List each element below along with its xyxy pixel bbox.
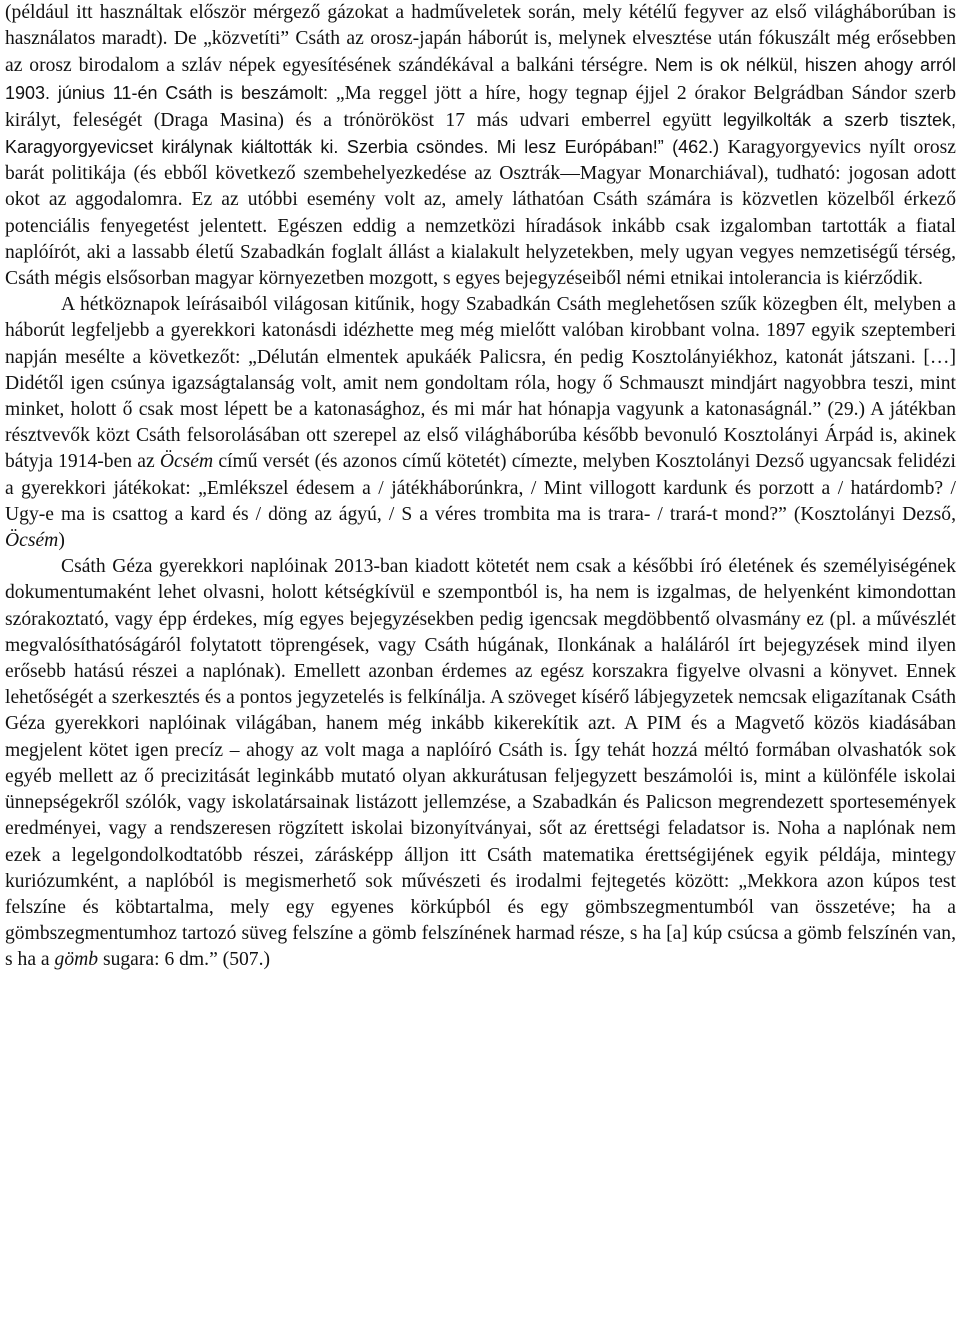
paragraph-text: A hétköznapok leírásaiból világosan kitűnik, hogy Szabadkán Csáth meglehetősen szűk közegben élt, melyben a háborút legfeljebb a gyerekkori katonásdi idézhette meg még mielőtt valóban kirobbant volna. 1897 egyik szeptemberi napján mesélte a következőt: „Délután elmentek apukáék Palicsra, én pedig Kosztolányiékhoz, katonát játszani. […] Didétől igen csúnya igazságtalanság volt, amit nem gondoltam róla, hogy ő Schmauszt mindjárt nagyobbra teszi, mint minket, holott ő csak most lépett be a katonasághoz, és mi már hat hónapja vagyunk a katonaságnál.” (29.) A játékban résztvevők közt Csáth felsorolásában ott szerepel az első világháborúba később bevonuló Kosztolányi Árpád is, akinek bátyja 1914-ben az	[5, 294, 956, 473]
italic-title: Öcsém	[5, 530, 59, 552]
quotation-text: legyilkolták a szerb tisztek, Karagyorgyevicset királynak kiáltották ki. Szerbia csöndes. Mi lesz Európában!” (462.)	[5, 109, 956, 158]
paragraph-text: Nem is ok nélkül, hiszen ahogy arról 1903. június 11-én Csáth is beszámolt:	[5, 55, 956, 103]
italic-word: gömb	[54, 949, 99, 971]
paragraph-text: sugara: 6 dm.” (507.)	[98, 949, 271, 971]
paragraph-text: (például itt használtak először mérgező gázokat a hadműveletek során, mely kétélű fegyver az első világháborúban is használatos maradt). De „közvetíti” Csáth az orosz-japán háborút is, melynek elvesztése után fókuszált még erősebben az orosz birodalom a szláv népek egyesítésének szándékával a balkáni térségre.	[5, 2, 956, 77]
quotation-text: „Ma reggel jött a híre, hogy tegnap éjjel 2 órakor Belgrádban Sándor szerb királyt, feleségét (Draga Masina) és a trónörököst 17 más udvari emberrel együtt	[5, 82, 956, 131]
paragraph-1	[5, 0, 956, 292]
paragraph-2	[5, 292, 956, 554]
italic-title: Öcsém	[159, 451, 214, 473]
paragraph-text: )	[58, 530, 65, 552]
paragraph-text: Csáth Géza gyerekkori naplóinak 2013-ban kiadott kötetét nem csak a későbbi író életének és személyiségének dokumentumaként lehet olvasni, holott kétségkívül e szempontból is, ha nem is izgalmas, de helyenként kimondottan szórakoztató, vagy épp érdekes, míg egyes bejegyzésekben pedig igencsak megdöbbentő olvasmány ez (pl. a művészlét megvalósíthatóságáról folytatott töprengések, vagy Csáth húgának, Ilonkának a haláláról írt bejegyzések mind ilyen erősebb hatású részei a naplónak). Emellett azonban érdemes az egész korszakra figyelve olvasni a könyvet. Ennek lehetőségét a szerkesztés és a pontos jegyzetelés is felkínálja. A szöveget kísérő lábjegyzetek nemcsak eligazítanak Csáth Géza gyerekkori naplóinak világában, hanem még inkább kikerekítik azt. A PIM és a Magvető közös kiadásában megjelent kötet igen precíz – ahogy az volt maga a naplóíró Csáth is. Így tehát hozzá méltó formában olvashatók sok egyéb mellett az ő precizitását leginkább mutató olyan akkurátusan feljegyzett beszámolói is, mint a különféle iskolai ünnepségekről szólók, vagy iskolatársainak listázott jellemzése, a Szabadkán és Palicson megrendezett sportesemények eredményei, vagy a rendszeresen rögzített iskolai bizonyítványai, sőt az érettségi feladatsor is. Noha a naplónak nem ezek a legelgondolkodtatóbb részei, zárásképp álljon itt Csáth matematika érettségijének egyik példája, mintegy kuriózumként, a naplóból is megismerhető sok művészeti és irodalmi fejtegetés között: „Mekkora azon kúpos test felszíne és köbtartalma, mely egy egyenes körkúpból és egy gömbszegmentumból van összetéve; ha a gömbszegmentumhoz tartozó süveg felszíne a gömb felszínének harmad része, s ha [a] kúp csúcsa a gömb felszínén van, s ha a	[5, 556, 956, 971]
paragraph-3	[5, 554, 956, 973]
paragraph-text: Karagyorgyevics nyílt orosz barát politikája (és ebből következő szembehelyezkedése az Osztrák—Magyar Monarchiával), tudható: jogosan adott okot az aggodalomra. Ez az utóbbi esemény volt az, amely láthatóan Csáth számára is közvetlen közelből érkező potenciális fenyegetést jelentett. Egészen eddig a nemzetközi híradások inkább csak izgalomban tartották a fiatal naplóírót, aki a lassabb életű Szabadkán foglalt állást a kialakult helyzetekben, mely ugyan vegyes nemzetiségű térség, Csáth mégis elsősorban magyar környezetben mozgott, s egyes bejegyzéseiből némi etnikai intolerancia is kiérződik.	[5, 137, 957, 290]
paragraph-text: című versét (és azonos című kötetét) címezte, melyben Kosztolányi Dezső ugyancsak felidézi a gyerekkori játékokat: „Emlékszel édesem a / játékháborúnkra, / Mint villogott kardunk és porzott a / határdomb? / Ugy-e ma is csattog a kard és / döng az ágyú, / S a véres trombita ma is trara- / trará-t mond?” (Kosztolányi Dezső,	[5, 451, 956, 525]
